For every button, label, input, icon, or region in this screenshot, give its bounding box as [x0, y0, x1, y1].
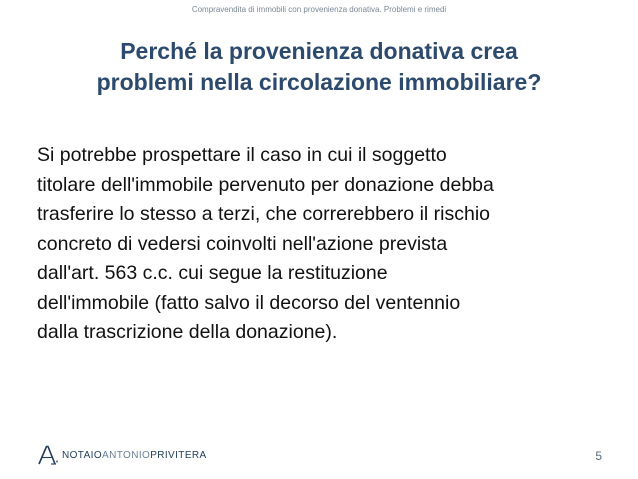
- footer-logo: [37, 445, 207, 465]
- logo-word-notaio: NOTAIO: [62, 449, 102, 461]
- header-caption: Compravendita di immobili con provenienza donativa. Problemi e rimedi: [191, 5, 447, 14]
- logo-wordmark: [62, 450, 207, 461]
- body-line: Si potrebbe prospettare il caso in cui il soggetto: [37, 144, 447, 166]
- body-line: dalla trascrizione della donazione).: [37, 321, 338, 343]
- page-number: 5: [595, 449, 602, 463]
- body-line: titolare dell'immobile pervenuto per donazione debba: [37, 173, 494, 196]
- slide-body-text: [37, 141, 617, 348]
- body-line: dell'immobile (fatto salvo il decorso del ventennio: [37, 291, 461, 314]
- notary-a-logo-icon: [37, 445, 59, 465]
- slide-title-line: problemi nella circolazione immobiliare?: [96, 69, 542, 95]
- body-line: dall'art. 563 c.c. cui segue la restituzione: [37, 262, 388, 284]
- body-line: concreto di vedersi coinvolti nell'azione prevista: [37, 232, 448, 255]
- slide-title: [20, 36, 618, 98]
- body-line: trasferire lo stesso a terzi, che correrebbero il rischio: [37, 203, 491, 225]
- slide-title-line: Perché la provenienza donativa crea: [120, 38, 518, 64]
- logo-word-antonio: ANTONIO: [102, 449, 151, 461]
- logo-word-privitera: PRIVITERA: [150, 449, 207, 461]
